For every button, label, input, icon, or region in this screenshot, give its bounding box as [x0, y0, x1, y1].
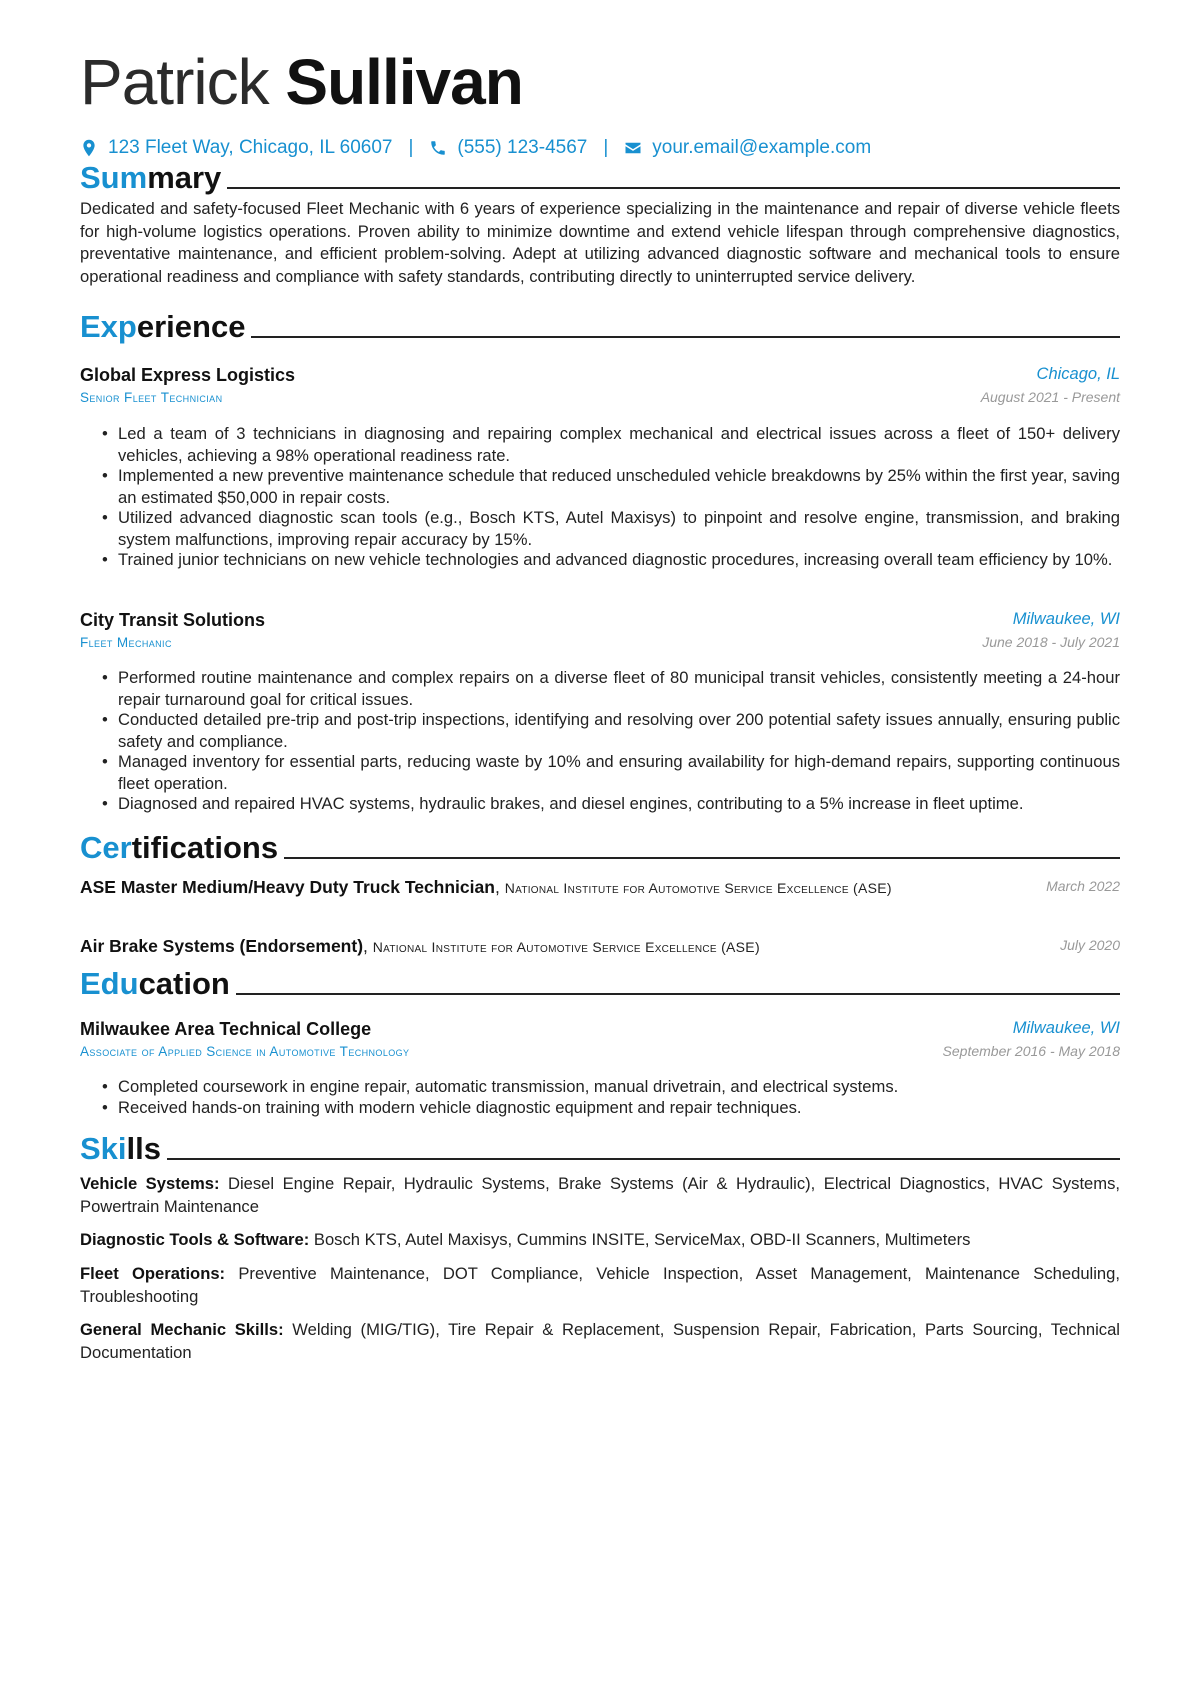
cert-name: Air Brake Systems (Endorsement): [80, 936, 364, 956]
job-location: Milwaukee, WI: [1012, 610, 1120, 628]
title-rest: cation: [138, 966, 230, 1001]
education-dates: September 2016 - May 2018: [942, 1043, 1120, 1059]
title-accent: Edu: [80, 966, 139, 1001]
title-accent: Exp: [80, 309, 137, 344]
skill-label: Diagnostic Tools & Software:: [80, 1230, 310, 1249]
company-name: Global Express Logistics: [80, 365, 296, 385]
job-header: [80, 365, 1120, 409]
cert-name: ASE Master Medium/Heavy Duty Truck Technician: [80, 877, 495, 897]
list-item: • Received hands-on training with modern vehicle diagnostic equipment and repair techniques.: [102, 1097, 1120, 1119]
degree-name: Associate of Applied Science in Automotive Technology: [80, 1044, 410, 1059]
section-title-skills: [80, 1127, 1120, 1167]
job-header: [80, 610, 1120, 654]
section-title-education: [80, 962, 1120, 1002]
list-item: • Conducted detailed pre-trip and post-trip inspections, identifying and resolving over 200 potential safety issues annually, ensuring public safety and compliance.: [102, 709, 1120, 752]
company-name: City Transit Solutions: [80, 610, 266, 630]
skill-label: Vehicle Systems:: [80, 1174, 220, 1193]
section-rule: [167, 1158, 1120, 1160]
first-name: Patrick: [80, 46, 269, 118]
skill-values: Preventive Maintenance, DOT Compliance, Vehicle Inspection, Asset Management, Maintenance Scheduling, Troubleshooting: [80, 1264, 1120, 1306]
section-title-experience: [80, 305, 1120, 345]
section-title-certifications: [80, 826, 1120, 866]
phone-text: (555) 123-4567: [457, 137, 588, 158]
title-rest: mary: [147, 160, 222, 195]
section-rule: [284, 857, 1120, 859]
skill-label: General Mechanic Skills:: [80, 1320, 284, 1339]
contact-separator: |: [408, 137, 414, 158]
title-rest: erience: [136, 309, 246, 344]
education-header: [80, 1019, 1120, 1063]
list-item: • Diagnosed and repaired HVAC systems, hydraulic brakes, and diesel engines, contributing to a 5% increase in fleet uptime.: [102, 793, 1120, 815]
list-item: • Completed coursework in engine repair, automatic transmission, manual drivetrain, and electrical systems.: [102, 1076, 1120, 1098]
job-title: Senior Fleet Technician: [80, 390, 223, 405]
cert-issuer: National Institute for Automotive Service Excellence (ASE): [504, 880, 892, 896]
skill-group: [80, 1319, 1120, 1364]
school-location: Milwaukee, WI: [1012, 1019, 1120, 1037]
skill-values: Welding (MIG/TIG), Tire Repair & Replacement, Suspension Repair, Fabrication, Parts Sourcing, Technical Documentation: [80, 1320, 1120, 1362]
email-link[interactable]: your.email@example.com: [652, 137, 872, 158]
title-accent: Sum: [80, 160, 148, 195]
list-item: • Trained junior technicians on new vehicle technologies and advanced diagnostic procedures, increasing overall team efficiency by 10%.: [102, 549, 1120, 571]
list-item: • Performed routine maintenance and complex repairs on a diverse fleet of 80 municipal transit vehicles, consistently meeting a 24-hour repair turnaround goal for critical issues.: [102, 667, 1120, 710]
education-bullets: [102, 1076, 1120, 1117]
envelope-icon: [624, 139, 642, 157]
contact-separator: |: [603, 137, 609, 158]
cert-date: July 2020: [1060, 937, 1120, 953]
section-rule: [251, 336, 1120, 338]
title-rest: lls: [126, 1131, 161, 1166]
job-bullets: [102, 423, 1120, 570]
cert-issuer: National Institute for Automotive Service Excellence (ASE): [372, 939, 760, 955]
last-name: Sullivan: [285, 46, 523, 118]
job-bullets: [102, 667, 1120, 814]
title-accent: Cer: [80, 830, 132, 865]
list-item: • Managed inventory for essential parts, reducing waste by 10% and ensuring availability for high-demand repairs, supporting continuous fleet operation.: [102, 751, 1120, 794]
cert-date: March 2022: [1046, 878, 1120, 894]
section-title-summary: [80, 156, 1120, 196]
job-location: Chicago, IL: [1036, 365, 1120, 383]
certification-item: ASE Master Medium/Heavy Duty Truck Technician, National Institute for Automotive Service Excellence (ASE) March 2022: [80, 877, 1120, 897]
section-rule: [227, 187, 1120, 189]
job-dates: June 2018 - July 2021: [982, 634, 1120, 650]
skill-values: Diesel Engine Repair, Hydraulic Systems, Brake Systems (Air & Hydraulic), Electrical Diagnostics, HVAC Systems, Powertrain Maintenance: [80, 1174, 1121, 1216]
list-item: • Led a team of 3 technicians in diagnosing and repairing complex mechanical and electrical issues across a fleet of 150+ delivery vehicles, achieving a 98% operational readiness rate.: [102, 423, 1120, 466]
candidate-name: [80, 46, 523, 118]
skill-group: [80, 1263, 1120, 1308]
list-item: • Implemented a new preventive maintenance schedule that reduced unscheduled vehicle breakdowns by 25% within the first year, saving an estimated $50,000 in repair costs.: [102, 465, 1120, 508]
section-rule: [236, 993, 1120, 995]
map-marker-icon: [80, 139, 98, 157]
title-rest: tifications: [131, 830, 279, 865]
title-accent: Ski: [80, 1131, 127, 1166]
skill-values: Bosch KTS, Autel Maxisys, Cummins INSITE, ServiceMax, OBD-II Scanners, Multimeters: [313, 1230, 971, 1249]
skill-label: Fleet Operations:: [80, 1264, 226, 1283]
summary-text: Dedicated and safety-focused Fleet Mechanic with 6 years of experience specializing in the maintenance and repair of diverse vehicle fleets for high-volume logistics operations. Proven ability to minimize downtime and extend vehicle lifespan through comprehensive diagnostics, preventative maintenance, and efficient problem-solving. Adept at utilizing advanced diagnostic software and mechanical tools to ensure operational readiness and compliance with safety standards, contributing directly to uninterrupted service delivery.: [80, 199, 1120, 286]
school-name: Milwaukee Area Technical College: [80, 1019, 372, 1039]
address-text: 123 Fleet Way, Chicago, IL 60607: [108, 137, 393, 158]
job-dates: August 2021 - Present: [980, 389, 1120, 405]
certification-item: Air Brake Systems (Endorsement), National Institute for Automotive Service Excellence (ASE) July 2020: [80, 936, 1120, 956]
skill-group: [80, 1173, 1120, 1218]
job-title: Fleet Mechanic: [80, 635, 172, 650]
list-item: • Utilized advanced diagnostic scan tools (e.g., Bosch KTS, Autel Maxisys) to pinpoint and resolve engine, transmission, and braking system malfunctions, improving repair accuracy by 15%.: [102, 507, 1120, 550]
phone-icon: [429, 139, 447, 157]
skill-group: [80, 1229, 1120, 1252]
